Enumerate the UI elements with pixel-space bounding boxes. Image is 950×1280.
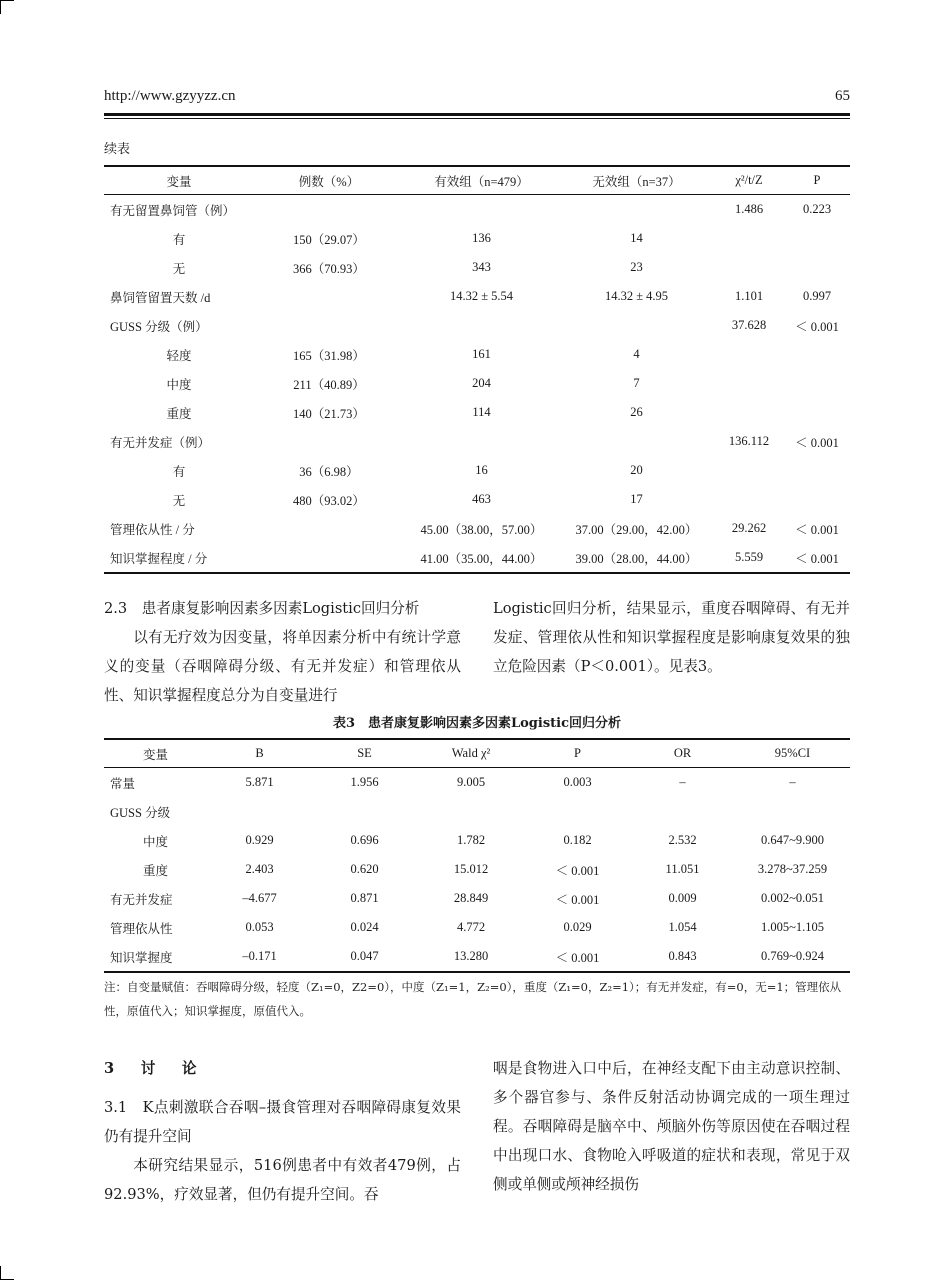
- table-row: [104, 340, 850, 369]
- table-cell: 管理依从性 / 分: [110, 522, 195, 537]
- table-cell: 有无留置鼻饲管（例）: [110, 203, 236, 218]
- column-header: Wald χ²: [417, 739, 525, 768]
- table-cell: 4.772: [456, 920, 486, 934]
- table-cell: 0.620: [350, 862, 379, 876]
- column-header: 变量: [104, 739, 207, 768]
- table-cell: [714, 398, 784, 427]
- table-cell: [784, 253, 850, 282]
- column-header: 有效组（n=479）: [404, 166, 559, 195]
- table-cell: 知识掌握度: [104, 942, 207, 972]
- table-cell: 1.054: [668, 920, 697, 934]
- table-row: [104, 485, 850, 514]
- table-cell: 14: [630, 231, 643, 245]
- table-cell: –: [789, 775, 796, 789]
- table-cell: 480（93.02）: [293, 493, 365, 508]
- table-cell: 中度: [142, 834, 168, 849]
- paragraph: Logistic回归分析，结果显示，重度吞咽障碍、有无并发症、管理依从性和知识掌握程度是影响康复效果的独立危险因素（P＜0.001）。见表3。: [493, 600, 850, 675]
- table-cell: 28.849: [453, 891, 489, 905]
- table-row: [104, 543, 850, 573]
- table-cell: 16: [475, 463, 488, 477]
- table-cell: GUSS 分级: [110, 805, 171, 820]
- table-cell: [254, 282, 404, 311]
- table-cell: 211（40.89）: [293, 377, 365, 392]
- table-cell: 14.32 ± 5.54: [449, 289, 514, 303]
- table-cell: 45.00（38.00，57.00）: [420, 522, 543, 537]
- table-row: [104, 282, 850, 311]
- table-cell: 36（6.98）: [299, 464, 359, 479]
- table-cell: [714, 369, 784, 398]
- subsection-heading: 3.1 K点刺激联合吞咽–摄食管理对吞咽障碍康复效果仍有提升空间: [104, 1099, 461, 1145]
- table-cell: 366（70.93）: [293, 261, 365, 276]
- table-cell: [784, 340, 850, 369]
- table-cell: 中度: [166, 377, 192, 392]
- table-row: [104, 195, 850, 225]
- paragraph: 本研究结果显示，516例患者中有效者479例，占92.93%，疗效显著，但仍有提升空间。吞: [104, 1157, 461, 1203]
- paragraph: 咽是食物进入口中后，在神经支配下由主动意识控制、多个器官参与、条件反射活动协调完成的一项生理过程。吞咽障碍是脑卒中、颅脑外伤等原因使在吞咽过程中出现口水、食物呛入呼吸道的症状和表现，常见于双侧或单侧或颅神经损伤: [493, 1060, 850, 1193]
- table-cell: 无: [172, 261, 186, 276]
- table-cell: 15.012: [453, 862, 489, 876]
- paragraph: 以有无疗效为因变量，将单因素分析中有统计学意义的变量（吞咽障碍分级、有无并发症）和管理依从性、知识掌握程度总分为自变量进行: [104, 629, 461, 704]
- column-header: χ²/t/Z: [714, 166, 784, 195]
- table-cell: 37.00（29.00，42.00）: [575, 522, 698, 537]
- table-cell: 41.00（35.00，44.00）: [404, 543, 559, 573]
- table-cell: 13.280: [417, 942, 525, 972]
- table3-caption: 表3 患者康复影响因素多因素Logistic回归分析: [332, 716, 622, 731]
- table-cell: [784, 485, 850, 514]
- table-cell: 3.278~37.259: [757, 862, 828, 876]
- table-cell: 4: [633, 347, 640, 361]
- table-cell: 204: [472, 376, 491, 390]
- crop-mark: [0, 0, 14, 1]
- table-cell: 1.005~1.105: [760, 920, 824, 934]
- table-cell: 343: [472, 260, 491, 274]
- column-header: OR: [630, 739, 735, 768]
- table-cell: –0.171: [207, 942, 312, 972]
- table-cell: 5.559: [714, 543, 784, 573]
- section-heading: 2.3 患者康复影响因素多因素Logistic回归分析: [104, 600, 420, 617]
- table-cell: 轻度: [166, 348, 192, 363]
- table-cell: 0.843: [630, 942, 735, 972]
- table-cell: [735, 797, 850, 826]
- table-cell: 20: [630, 463, 643, 477]
- table-cell: [714, 456, 784, 485]
- table-cell: 0.182: [563, 833, 592, 847]
- table-cell: 140（21.73）: [293, 406, 365, 421]
- table-row: [104, 514, 850, 543]
- column-header: 无效组（n=37）: [559, 166, 714, 195]
- table-cell: 136: [472, 231, 491, 245]
- table-cell: –: [679, 775, 686, 789]
- table-row: [104, 826, 850, 855]
- table-cell: 0.047: [312, 942, 417, 972]
- table-cell: 有: [172, 464, 186, 479]
- table-cell: 14.32 ± 4.95: [604, 289, 669, 303]
- table-cell: 17: [630, 492, 643, 506]
- table-cell: [254, 514, 404, 543]
- table-cell: 有: [172, 232, 186, 247]
- table-cell: [784, 398, 850, 427]
- table-row: [104, 224, 850, 253]
- table-cell: ＜ 0.001: [555, 863, 600, 878]
- table-cell: [404, 195, 559, 225]
- table-cell: 1.486: [734, 202, 764, 216]
- table-cell: 无: [172, 493, 186, 508]
- table-row: [104, 311, 850, 340]
- table-cell: [714, 485, 784, 514]
- column-header: 变量: [104, 166, 254, 195]
- table-cell: 165（31.98）: [293, 348, 365, 363]
- table-cell: [207, 797, 312, 826]
- table-cell: [254, 311, 404, 340]
- table-row: [104, 456, 850, 485]
- table-cell: 0.696: [350, 833, 379, 847]
- table1-caption: 续表: [104, 142, 131, 157]
- table-cell: 23: [630, 260, 643, 274]
- table-cell: [714, 224, 784, 253]
- table-cell: GUSS 分级（例）: [110, 319, 208, 334]
- table-cell: 11.051: [665, 862, 700, 876]
- section-2-3-right: [493, 594, 850, 681]
- table-cell: 鼻饲管留置天数 /d: [110, 290, 211, 305]
- table-cell: 7: [633, 376, 640, 390]
- table-cell: 重度: [142, 863, 168, 878]
- column-header: SE: [312, 739, 417, 768]
- table-cell: 有无并发症（例）: [110, 435, 211, 450]
- column-header: 例数（%）: [254, 166, 404, 195]
- table-cell: 150（29.07）: [293, 232, 365, 247]
- table-cell: [254, 195, 404, 225]
- table-cell: 0.003: [563, 775, 592, 789]
- table-cell: [525, 797, 630, 826]
- table-row: [104, 398, 850, 427]
- table-cell: 常量: [110, 776, 136, 791]
- table-cell: 29.262: [731, 521, 767, 535]
- table-cell: 5.871: [245, 775, 274, 789]
- table-cell: 0.223: [802, 202, 832, 216]
- table-cell: 0.053: [245, 920, 274, 934]
- table-cell: [784, 456, 850, 485]
- header-rule-thin: [104, 118, 850, 119]
- page-header: [104, 88, 850, 110]
- table-cell: [559, 311, 714, 340]
- table-cell: 1.782: [456, 833, 486, 847]
- table-cell: 39.00（28.00，44.00）: [559, 543, 714, 573]
- table-cell: 136.112: [728, 434, 770, 448]
- table-cell: 1.101: [734, 289, 764, 303]
- table-cell: 0.002~0.051: [760, 891, 824, 905]
- page-number: 65: [835, 88, 850, 104]
- table-cell: [559, 195, 714, 225]
- table-cell: 0.871: [350, 891, 379, 905]
- table-cell: [714, 340, 784, 369]
- table-cell: 0.769~0.924: [735, 942, 850, 972]
- table-cell: 0.009: [668, 891, 697, 905]
- table-cell: [714, 253, 784, 282]
- table-3: [104, 738, 850, 973]
- table-cell: ＜ 0.001: [784, 543, 850, 573]
- table-cell: 重度: [166, 406, 192, 421]
- table-cell: [254, 543, 404, 573]
- table-row: [104, 942, 850, 972]
- section-heading: 3 讨 论: [104, 1060, 203, 1077]
- table-row: [104, 369, 850, 398]
- table-cell: 161: [472, 347, 491, 361]
- table-row: [104, 913, 850, 942]
- table-cell: [404, 311, 559, 340]
- column-header: 95%CI: [735, 739, 850, 768]
- table-row: [104, 884, 850, 913]
- table-cell: [630, 797, 735, 826]
- table-cell: 1.956: [350, 775, 379, 789]
- table-row: [104, 855, 850, 884]
- column-header: P: [784, 166, 850, 195]
- table-row: [104, 768, 850, 798]
- table-cell: [404, 427, 559, 456]
- table-cell: [312, 797, 417, 826]
- table-cell: [784, 224, 850, 253]
- table-continued: [104, 165, 850, 574]
- table-cell: 管理依从性: [110, 921, 173, 936]
- table-cell: –4.677: [242, 891, 277, 905]
- table-cell: 463: [472, 492, 491, 506]
- table-cell: 26: [630, 405, 643, 419]
- table-cell: 0.647~9.900: [760, 833, 824, 847]
- column-header: B: [207, 739, 312, 768]
- section-3-left: [104, 1054, 461, 1209]
- table-cell: ＜ 0.001: [795, 319, 839, 334]
- table-cell: ＜ 0.001: [525, 942, 630, 972]
- journal-url[interactable]: http://www.gzyyzz.cn: [104, 88, 236, 104]
- table-row: [104, 797, 850, 826]
- table-row: [104, 427, 850, 456]
- header-rule: [104, 113, 850, 116]
- table3-note: 注：自变量赋值：吞咽障碍分级，轻度（Z₁=0，Z2=0），中度（Z₁=1，Z₂=0），重度（Z₁=0，Z₂=1）；有无并发症，有=0，无=1；管理依从性，原值代入；知识掌握度，原值代入。: [104, 980, 842, 1018]
- table-cell: ＜ 0.001: [555, 892, 600, 907]
- section-2-3-left: [104, 594, 461, 710]
- table-cell: ＜ 0.001: [795, 435, 839, 450]
- table-cell: 知识掌握程度 / 分: [104, 543, 254, 573]
- table-cell: [784, 369, 850, 398]
- table-cell: 0.997: [802, 289, 832, 303]
- table-cell: 0.929: [245, 833, 274, 847]
- table-cell: [254, 427, 404, 456]
- table-cell: 9.005: [456, 775, 486, 789]
- table-cell: 2.532: [668, 833, 697, 847]
- column-header: P: [525, 739, 630, 768]
- table-cell: 37.628: [731, 318, 767, 332]
- table-row: [104, 253, 850, 282]
- table-cell: 0.024: [350, 920, 379, 934]
- table-cell: [559, 427, 714, 456]
- table-cell: [417, 797, 525, 826]
- table-cell: 114: [472, 405, 491, 419]
- table-cell: 2.403: [245, 862, 274, 876]
- crop-mark: [0, 1266, 1, 1280]
- table-cell: ＜ 0.001: [795, 522, 839, 537]
- section-3-right: [493, 1054, 850, 1199]
- table-cell: 有无并发症: [110, 892, 173, 907]
- table-cell: 0.029: [563, 920, 592, 934]
- crop-mark: [0, 0, 1, 14]
